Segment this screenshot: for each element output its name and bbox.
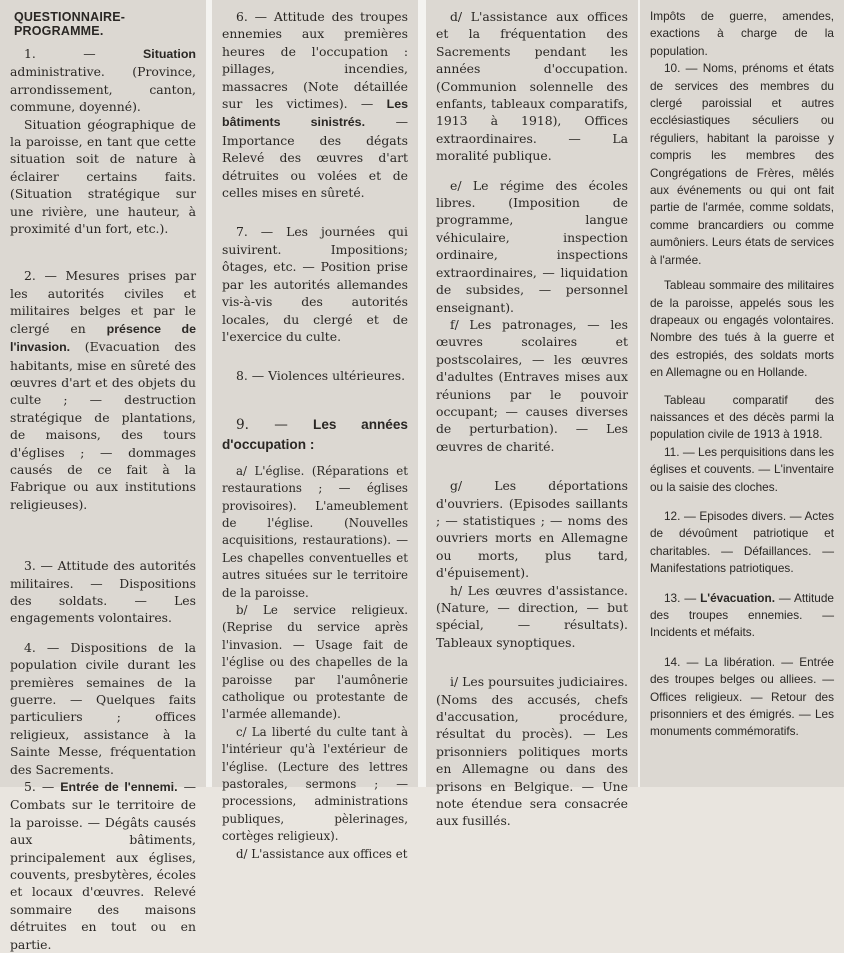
- item-c: c/ La liberté du culte tant à l'intérieur qu'à l'extérieur de l'église. (Lecture des lettres pastorales, sermons ; — processions, administrations publiques, pèlerinages, cortèges religieux).: [222, 724, 408, 844]
- section-9: [222, 415, 408, 455]
- section-title: Les bâtiments sinistrés.: [222, 97, 408, 130]
- section-text: 2. — Mesures prises par les autorités civiles et militaires belges et par le clergé en: [10, 268, 196, 336]
- column-4: [640, 0, 844, 787]
- section-text: administrative. (Province, arrondissement, canton, commune, doyenné).: [10, 64, 196, 115]
- section-4: 4. — Dispositions de la population civile durant les premières semaines de la guerre. — Quelques faits particuliers ; offices religieux, assistance à la Sainte Messe, fréquentation des Sacrements.: [10, 639, 196, 777]
- section-title: L'évacuation.: [700, 590, 775, 605]
- section-text: (Evacuation des habitants, mise en sûreté des œuvres d'art et des objets du culte ; — destruction stratégique de plantations, de maisons, des tours d'églises ; — dommages causés de ce fait à la Fabrique ou aux institutions religieuses).: [10, 339, 196, 512]
- section-3: 3. — Attitude des autorités militaires. — Dispositions des soldats. — Les engagements volontaires.: [10, 558, 196, 626]
- section-10: 10. — Noms, prénoms et états de services des membres du clergé paroissial et autres ecclésiastiques séculiers ou réguliers, habitant la paroisse y compris les membres des Congrégations de Frères, mêlés aux événements ou qui ont fait partie de l'armée, comme soldats, comme brancardiers ou comme aumôniers. Leurs états de services à l'armée.: [650, 61, 834, 267]
- table-summary: Tableau sommaire des militaires de la paroisse, appelés sous les drapeaux ou engagés volontaires. Nombre des tués à la guerre et des estropiés, des soldats morts en Allemagne ou en Hollande.: [650, 278, 834, 380]
- item-b: b/ Le service religieux. (Reprise du service après l'invasion. — Usage fait de l'église ou des chapelles de la paroisse par l'aumônerie catholique ou protestante de l'armée allemande).: [222, 602, 408, 722]
- section-text: — Importance des dégats Relevé des œuvres d'art détruites ou volées et de celles mises en sûreté.: [222, 114, 408, 201]
- section-number: 1. —: [24, 46, 143, 61]
- section-10-cont: Impôts de guerre, amendes, exactions à charge de la population.: [650, 9, 834, 58]
- column-1: [0, 0, 206, 952]
- section-1-para-2: Situation géographique de la paroisse, en tant que cette situation soit de nature à éclairer certains faits. (Situation stratégique sur une rivière, une hauteur, à proximité d'un fort, etc.).: [10, 116, 196, 237]
- section-14: 14. — La libération. — Entrée des troupes belges ou alliees. — Offices religieux. — Retour des prisonniers et des émigrés. — Les monuments commémoratifs.: [650, 654, 834, 739]
- section-text: — Attitude des troupes ennemies. — Incidents et méfaits.: [650, 590, 834, 640]
- section-6: [222, 8, 408, 201]
- section-11: 11. — Les perquisitions dans les églises et couvents. — L'inventaire ou la saisie des cloches.: [650, 444, 834, 494]
- item-h: h/ Les œuvres d'assistance. (Nature, — direction, — but spécial, — résultats). Tableaux synoptiques.: [436, 582, 628, 650]
- section-text: 6. — Attitude des troupes ennemies aux premières heures de l'occupation : pillages, incendies, massacres (Note détaillée sur les victimes). —: [222, 9, 408, 112]
- section-title: Les années d'occupation :: [222, 416, 408, 452]
- page-title: QUESTIONNAIRE-PROGRAMME.: [14, 10, 126, 38]
- section-number: 5. —: [24, 779, 61, 795]
- column-3: [426, 0, 638, 829]
- item-i: i/ Les poursuites judiciaires. (Noms des accusés, chefs d'accusation, procédure, résultat du procès). — Les prisonniers politiques morts en Allemagne ou dans des prisons en Belgique. — Une note étendue sera consacrée aux fusillés.: [436, 674, 628, 829]
- section-2: [10, 267, 196, 513]
- section-title: présence de l'invasion.: [10, 321, 196, 355]
- section-title: Situation: [143, 47, 196, 61]
- column-2: [212, 0, 418, 861]
- section-8: 8. — Violences ultérieures.: [236, 368, 406, 384]
- item-a: a/ L'église. (Réparations et restaurations ; — églises provisoires). L'ameublement de l'église. (Nouvelles acquisitions, restaurations). — Les chapelles conventuelles et autres situées sur le territoire de la paroisse.: [222, 463, 408, 600]
- section-number: 9. —: [236, 416, 314, 433]
- item-d-start: d/ L'assistance aux offices et: [236, 846, 408, 861]
- section-13: [650, 590, 834, 642]
- section-7: 7. — Les journées qui suivirent. Impositions; ôtages, etc. — Position prise par les autorités allemandes vis-à-vis des autorités locales, du clergé et de l'exercice du culte.: [222, 224, 408, 344]
- column-gutter: [418, 0, 426, 787]
- item-d: d/ L'assistance aux offices et la fréquentation des Sacrements pendant les années d'occupation. (Communion solennelle des enfants, tableaux comparatifs, 1913 à 1918), Offices extraordinaires. — La moralité publique.: [436, 9, 628, 164]
- table-comparative: Tableau comparatif des naissances et des décès parmi la population civile de 1913 à 1918.: [650, 392, 834, 442]
- section-title: Entrée de l'ennemi.: [60, 780, 178, 795]
- section-5: [10, 778, 196, 953]
- item-e: e/ Le régime des écoles libres. (Imposition de programme, langue véhiculaire, inspection ordinaire, inspections extraordinaires, — liquidation de subsides, — personnel enseignant).: [436, 177, 628, 315]
- item-f: f/ Les patronages, — les œuvres scolaires et postscolaires, — les œuvres d'adultes (Entraves mises aux réunions par le pouvoir occupant; — causes diverses de perturbation). — Les œuvres de charité.: [436, 316, 628, 454]
- section-12: 12. — Episodes divers. — Actes de dévoûment patriotique et charitables. — Défaillances. — Manifestations patriotiques.: [650, 508, 834, 576]
- item-g: g/ Les déportations d'ouvriers. (Episodes saillants ; — statistiques ; — noms des ouvriers morts en Allemagne ou morts, plus tard, d'épuisement).: [436, 478, 628, 581]
- section-1: [10, 45, 196, 116]
- section-number: 13. —: [664, 590, 701, 605]
- section-text: — Combats sur le territoire de la paroisse. — Dégâts causés aux bâtiments, principalement aux églises, couvents, presbytères, écoles et locaux d'œuvres. Relevé sommaire des maisons détruites en tout ou en partie.: [10, 779, 196, 952]
